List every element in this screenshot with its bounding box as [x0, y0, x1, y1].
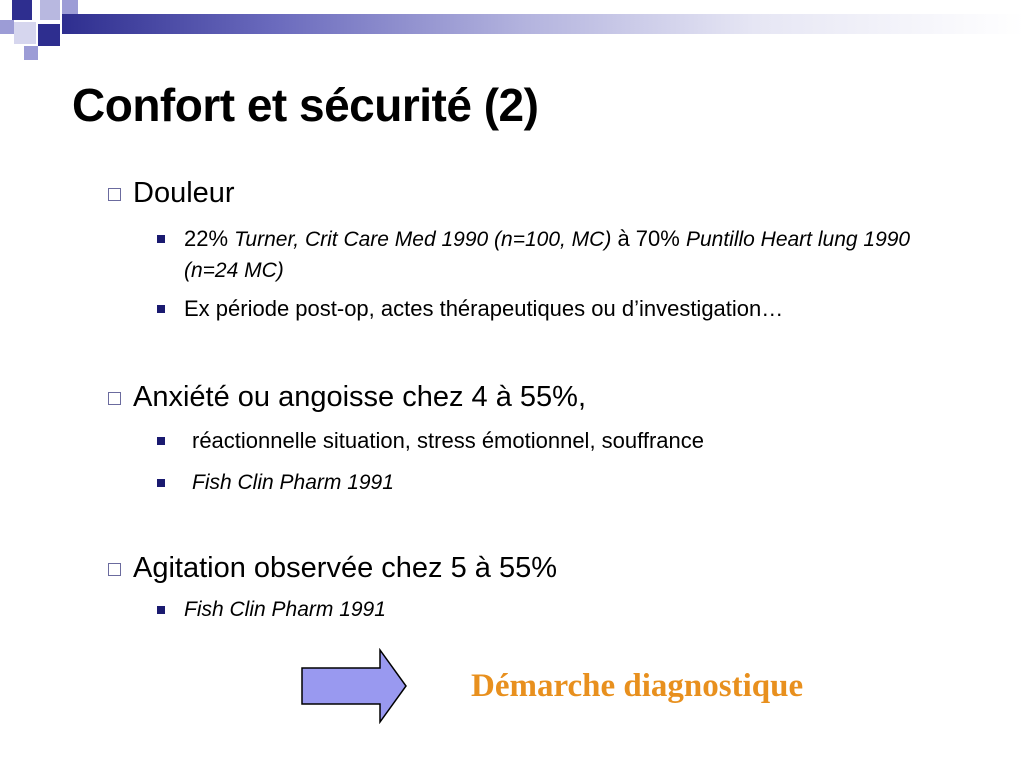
cta-text: Démarche diagnostique — [471, 668, 804, 704]
section-heading-douleur — [108, 176, 235, 210]
slide-title: Confort et sécurité (2) — [72, 79, 539, 131]
list-item — [157, 426, 967, 456]
section-heading-agitation — [108, 551, 557, 585]
citation-puntillo: Puntillo Heart lung 1990 (n=24 MC) — [184, 228, 911, 282]
stat-high: à 70% — [611, 226, 686, 251]
list-item-text: Ex période post-op, actes thérapeutiques ou d’investigation… — [184, 296, 784, 321]
square-bullet-icon — [157, 606, 165, 614]
section-heading-label: Anxiété ou angoisse chez 4 à 55%, — [133, 381, 587, 413]
list-item — [157, 294, 967, 324]
list-item-text — [157, 224, 967, 286]
square-bullet-icon — [157, 235, 165, 243]
decor-square — [40, 0, 60, 20]
list-item-citation: Fish Clin Pharm 1991 — [184, 598, 386, 621]
list-item — [157, 595, 967, 625]
list-item — [157, 468, 967, 498]
decor-square — [12, 0, 32, 20]
square-bullet-icon — [157, 479, 165, 487]
square-bullet-icon — [157, 437, 165, 445]
decor-square — [0, 20, 14, 34]
stat-low: 22% — [184, 226, 235, 251]
header-banner — [62, 14, 1024, 34]
decorative-squares — [0, 0, 90, 70]
hollow-square-bullet-icon — [108, 392, 121, 405]
right-arrow-icon — [300, 648, 410, 724]
hollow-square-bullet-icon — [108, 188, 121, 201]
decor-square — [24, 46, 38, 60]
section-heading-label: Douleur — [133, 177, 235, 209]
list-item — [157, 224, 967, 286]
citation-turner: Turner, Crit Care Med 1990 (n=100, MC) — [234, 228, 612, 251]
section-heading-anxiete — [108, 380, 586, 414]
decor-square — [14, 22, 36, 44]
list-item-text: réactionnelle situation, stress émotionnel, souffrance — [192, 428, 704, 453]
section-heading-label: Agitation observée chez 5 à 55% — [133, 552, 557, 584]
hollow-square-bullet-icon — [108, 563, 121, 576]
square-bullet-icon — [157, 305, 165, 313]
list-item-citation: Fish Clin Pharm 1991 — [192, 471, 394, 494]
decor-square — [38, 24, 60, 46]
